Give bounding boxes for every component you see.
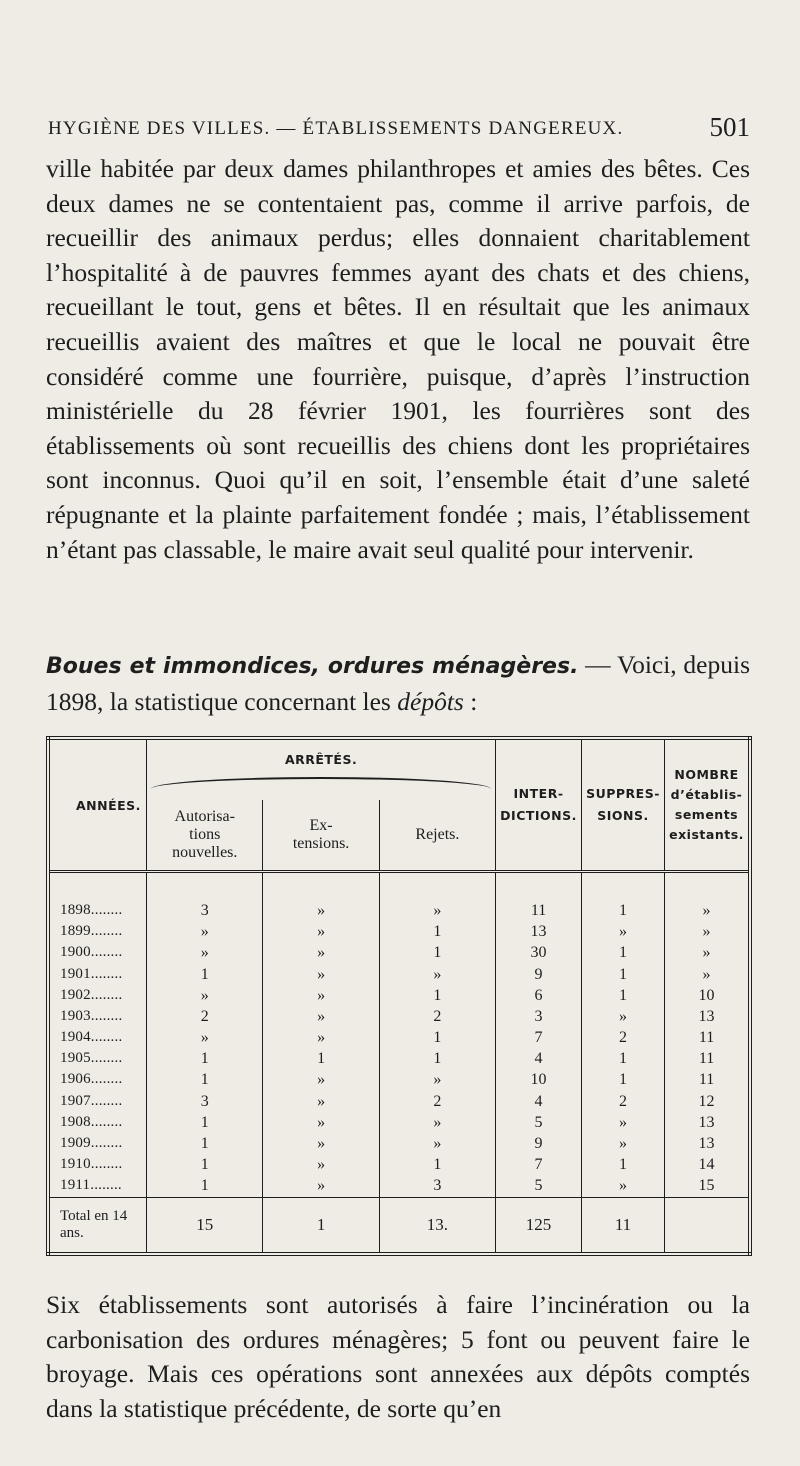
year-cell: 1903........ [48,1006,147,1027]
section-italic-word: dépôts [397,686,464,716]
header-rejets: Rejets. [379,800,495,872]
value-cell: 2 [581,1027,664,1048]
table-row [48,1112,750,1133]
value-cell: 15 [665,1175,750,1197]
value-cell: » [379,964,495,985]
header-arretes [147,738,496,800]
value-cell: 1 [379,921,495,942]
total-cell [665,1197,750,1254]
value-cell: 4 [496,1091,582,1112]
value-cell: » [147,1027,263,1048]
table-row [48,1048,750,1069]
value-cell: 5 [496,1175,582,1197]
value-cell: » [581,1175,664,1197]
header-autorisations: Autorisa- tions nouvelles. [147,800,263,872]
value-cell: » [263,985,379,1006]
value-cell: » [147,985,263,1006]
value-cell: » [581,921,664,942]
value-cell: » [263,1133,379,1154]
section-text-before: — Voici, depuis 1898, la statistique concernant les [46,650,750,716]
value-cell: 2 [581,1091,664,1112]
year-cell: 1909........ [48,1133,147,1154]
value-cell: » [379,1133,495,1154]
value-cell: 1 [147,1112,263,1133]
page-number: 501 [709,112,750,142]
year-cell: 1908........ [48,1112,147,1133]
value-cell: 1 [147,1154,263,1175]
value-cell: » [263,943,379,964]
value-cell: 11 [665,1027,750,1048]
header-interdictions: INTER- DICTIONS. [496,738,582,872]
value-cell: 13 [665,1133,750,1154]
section-text-after: : [463,686,478,716]
year-cell: 1904........ [48,1027,147,1048]
value-cell: 3 [147,1091,263,1112]
value-cell: » [263,1069,379,1090]
paragraph-fourriere: ville habitée par deux dames philanthropes et amies des bêtes. Ces deux dames ne se contentaient pas, comme il arrive parfois, de recueillir des animaux perdus; elles donnaient charitablement l’hospitalité à de pauvres femmes ayant des chats et des chiens, recueillant le tout, gens et bêtes. Il en résultait que les animaux recueillis avaient des maîtres et que le local ne pouvait être considéré comme une fourrière, puisque, d’après l’instruction ministérielle du 28 février 1901, les fourrières sont des établissements où sont recueillis des chiens dont les propriétaires sont inconnus. Quoi qu’il en soit, l’ensemble était d’une saleté répugnante et la plainte parfaitement fondée ; mais, l’établissement n’étant pas classable, le maire avait seul qualité pour intervenir. [46,154,750,564]
total-cell: 13. [379,1197,495,1254]
value-cell: » [581,1133,664,1154]
header-nombre: NOMBRE d’établis- sements existants. [665,738,750,872]
total-row [48,1197,750,1254]
year-cell: 1900........ [48,943,147,964]
value-cell: » [147,921,263,942]
value-cell: 1 [581,900,664,921]
table-row [48,921,750,942]
year-cell: 1902........ [48,985,147,1006]
value-cell: 9 [496,1133,582,1154]
table-row [48,1069,750,1090]
value-cell: » [379,1112,495,1133]
value-cell: 9 [496,964,582,985]
value-cell: 12 [665,1091,750,1112]
value-cell: 1 [581,985,664,1006]
table-row [48,1133,750,1154]
value-cell: 1 [379,943,495,964]
value-cell: 3 [496,1006,582,1027]
header-suppressions: SUPPRES- SIONS. [581,738,664,872]
value-cell: » [147,943,263,964]
paragraph-section-intro [46,648,750,719]
value-cell: 1 [263,1048,379,1069]
value-cell: 11 [496,900,582,921]
total-cell: 1 [263,1197,379,1254]
total-cell: 125 [496,1197,582,1254]
value-cell: 7 [496,1154,582,1175]
value-cell: 6 [496,985,582,1006]
value-cell: 1 [147,1069,263,1090]
value-cell: 1 [581,1069,664,1090]
value-cell: 1 [581,943,664,964]
value-cell: 1 [147,1133,263,1154]
total-cell: 11 [581,1197,664,1254]
value-cell: 1 [379,1048,495,1069]
year-cell: 1910........ [48,1154,147,1175]
statistics-table [46,736,752,1256]
value-cell: » [263,1112,379,1133]
value-cell: » [379,900,495,921]
value-cell: » [263,921,379,942]
brace-mark [151,777,491,789]
value-cell: 1 [379,1027,495,1048]
value-cell: 2 [379,1091,495,1112]
table-row [48,1175,750,1197]
value-cell: 10 [496,1069,582,1090]
value-cell: » [581,1006,664,1027]
value-cell: » [665,943,750,964]
value-cell: » [263,1154,379,1175]
table-row [48,964,750,985]
paragraph-incineration: Six établissements sont autorisés à faire l’incinération ou la carbonisation des ordures ménagères; 5 font ou peuvent faire le broyage. Mais ces opérations sont annexées aux dépôts comptés dans la statistique précédente, de sorte qu’en [46,1290,750,1423]
value-cell: 1 [379,985,495,1006]
value-cell: » [665,900,750,921]
value-cell: 13 [665,1112,750,1133]
value-cell: 10 [665,985,750,1006]
table-row [48,1091,750,1112]
table-body [48,872,750,1255]
value-cell: » [263,964,379,985]
running-head-title: HYGIÈNE DES VILLES. — ÉTABLISSEMENTS DANGEREUX. [48,118,624,139]
value-cell: » [581,1112,664,1133]
year-cell: 1907........ [48,1091,147,1112]
value-cell: 4 [496,1048,582,1069]
value-cell: 1 [581,1048,664,1069]
table-row [48,1154,750,1175]
table-row [48,900,750,921]
value-cell: 2 [379,1006,495,1027]
year-cell: 1898........ [48,900,147,921]
year-cell: 1911........ [48,1175,147,1197]
value-cell: 1 [147,1175,263,1197]
value-cell: » [263,1091,379,1112]
value-cell: 5 [496,1112,582,1133]
year-cell: 1901........ [48,964,147,985]
year-cell: 1906........ [48,1069,147,1090]
value-cell: 13 [496,921,582,942]
table-row [48,1027,750,1048]
running-head [48,112,756,142]
spacer-row [48,872,750,901]
value-cell: 1 [581,1154,664,1175]
value-cell: » [263,900,379,921]
section-heading: Boues et immondices, ordures ménagères. [46,654,579,679]
table-row [48,985,750,1006]
value-cell: » [263,1175,379,1197]
year-cell: 1899........ [48,921,147,942]
value-cell: » [379,1069,495,1090]
value-cell: 2 [147,1006,263,1027]
year-cell: 1905........ [48,1048,147,1069]
header-arretes-label: ARRÊTÉS. [284,751,358,767]
header-annees: ANNÉES. [48,738,147,872]
value-cell: » [665,921,750,942]
value-cell: » [263,1027,379,1048]
value-cell: » [665,964,750,985]
total-cell: 15 [147,1197,263,1254]
table-row [48,1006,750,1027]
value-cell: 7 [496,1027,582,1048]
value-cell: 1 [147,964,263,985]
header-extensions: Ex- tensions. [263,800,379,872]
value-cell: 11 [665,1048,750,1069]
value-cell: 30 [496,943,582,964]
value-cell: 3 [379,1175,495,1197]
table-row [48,943,750,964]
value-cell: 11 [665,1069,750,1090]
value-cell: 1 [147,1048,263,1069]
value-cell: 1 [581,964,664,985]
value-cell: 3 [147,900,263,921]
value-cell: 14 [665,1154,750,1175]
total-label: Total en 14 ans. [48,1197,147,1254]
value-cell: 1 [379,1154,495,1175]
value-cell: 13 [665,1006,750,1027]
value-cell: » [263,1006,379,1027]
